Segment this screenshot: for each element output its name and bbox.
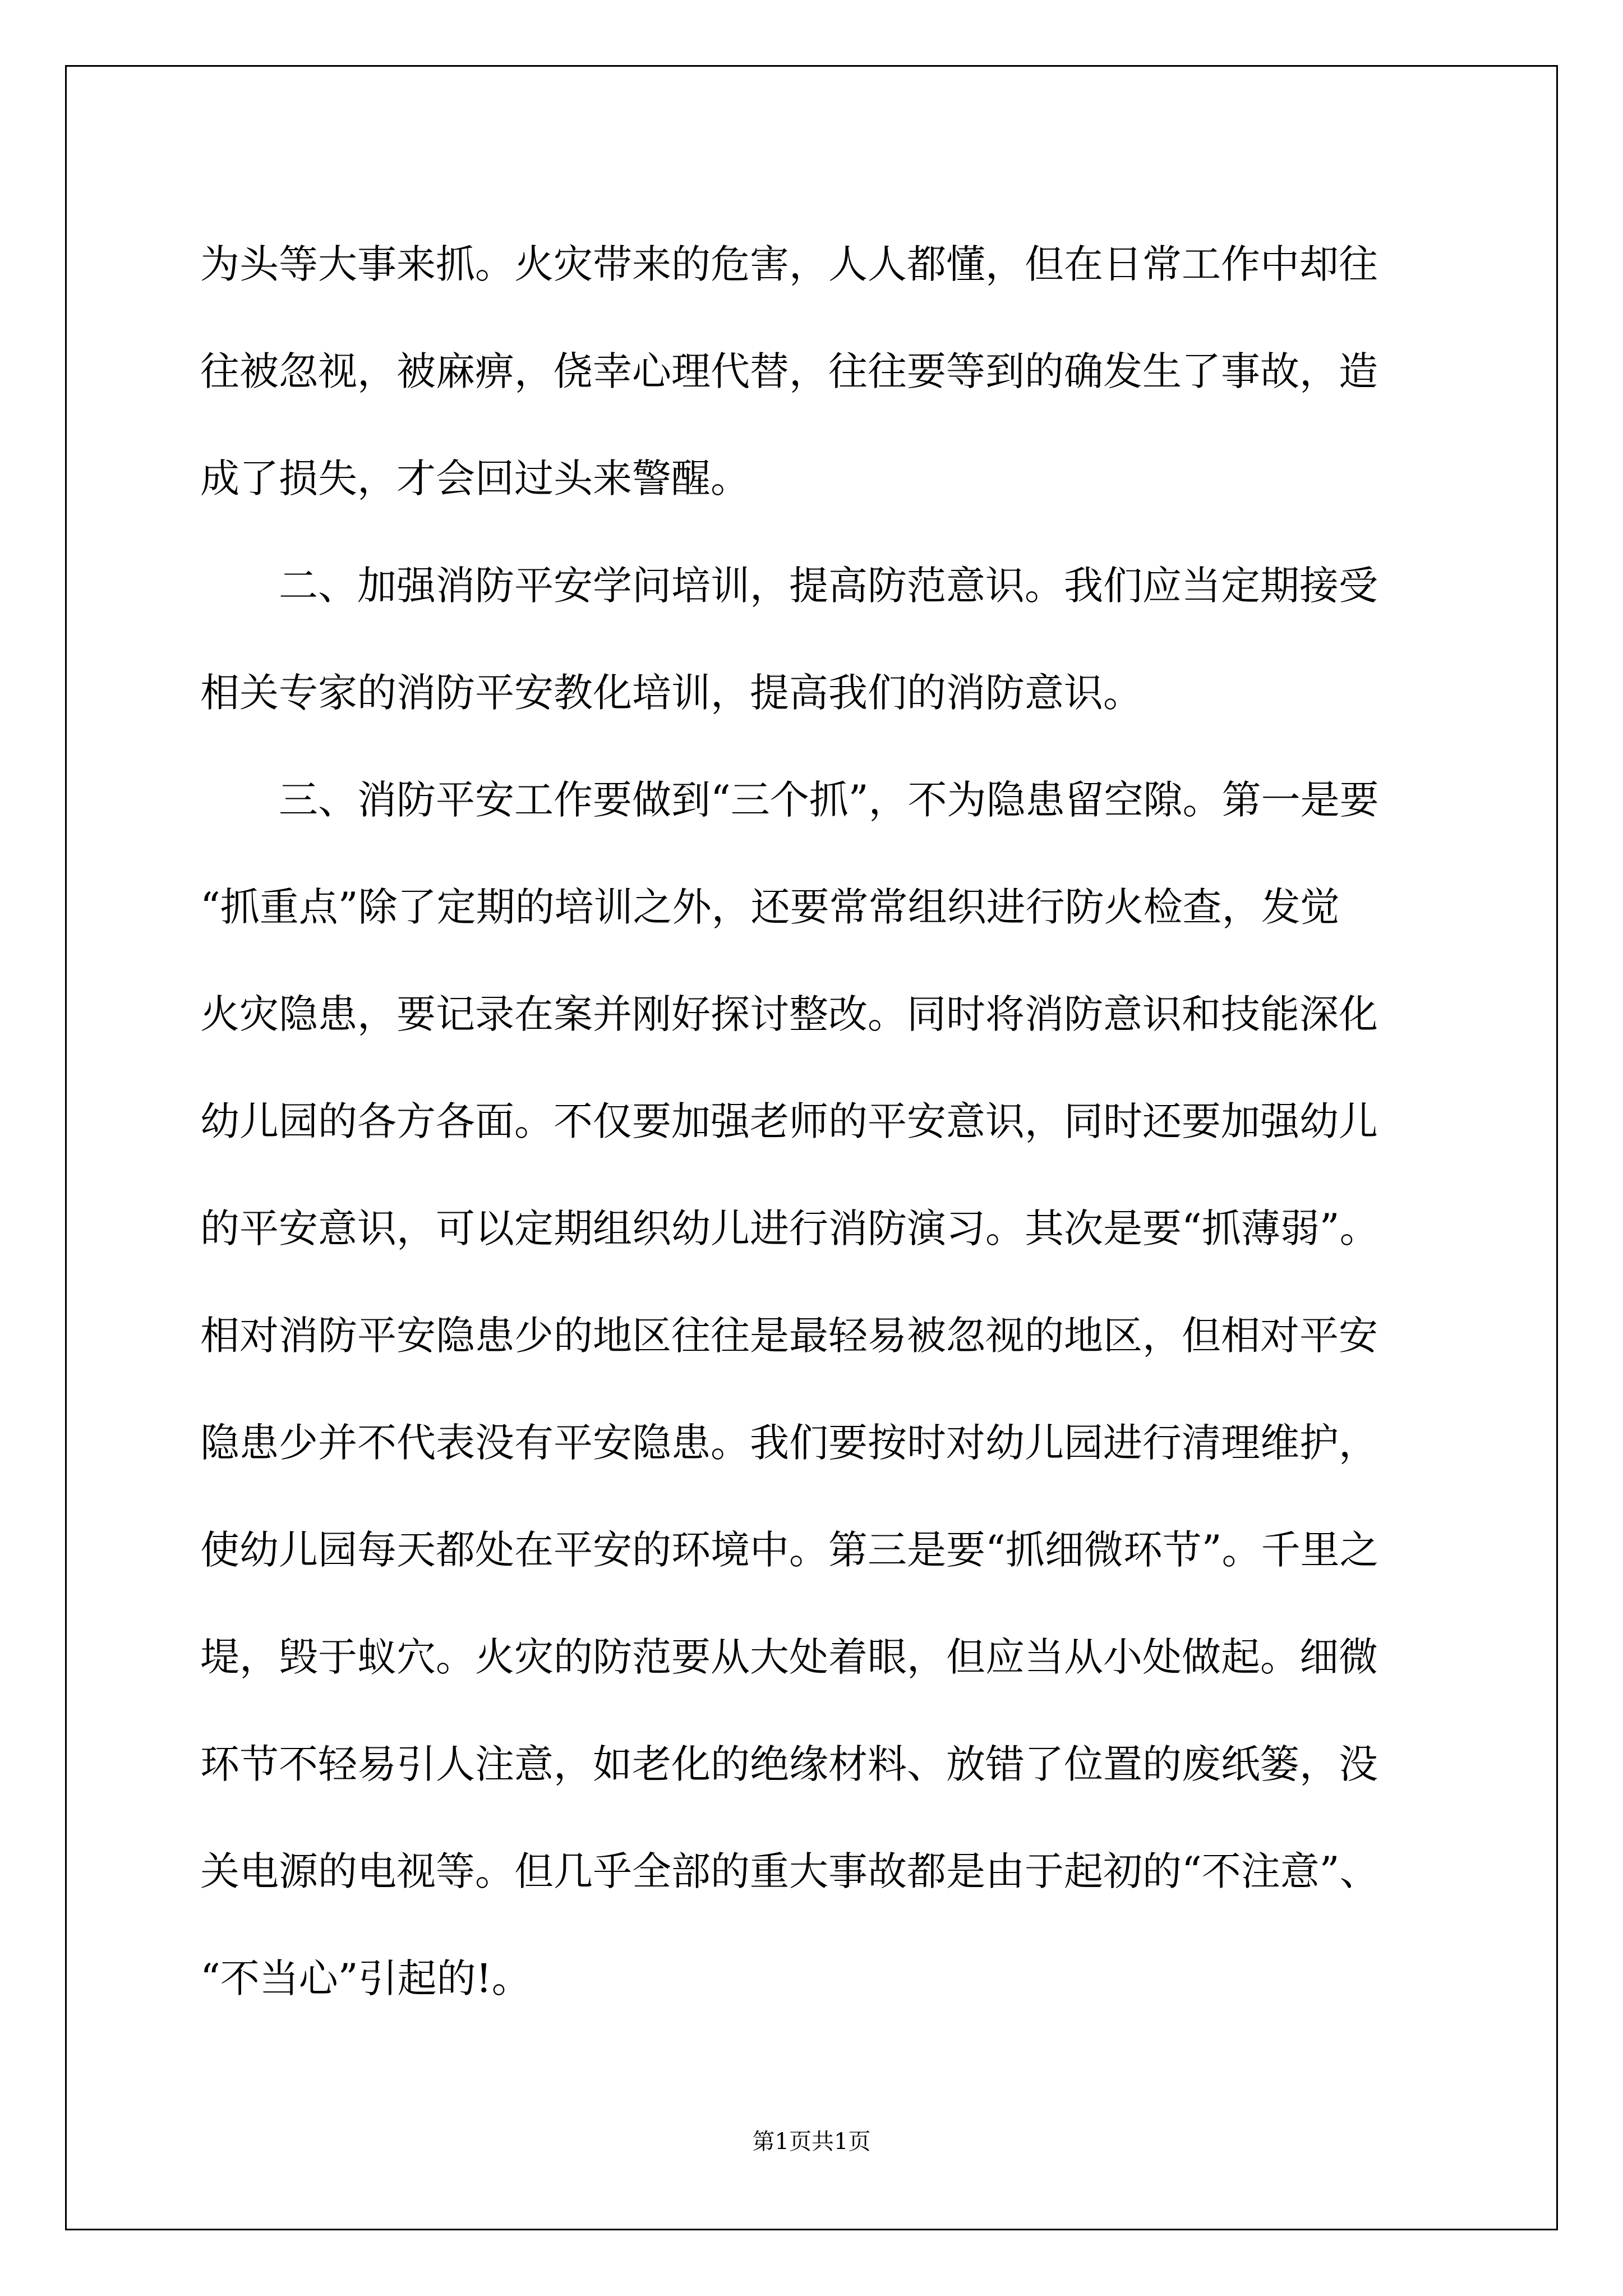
page-footer — [0, 2125, 1623, 2159]
text-line: 二、加强消防平安学问培训，提高防范意识。我们应当定期接受 — [200, 563, 1378, 609]
text-line: 往被忽视，被麻痹，侥幸心理代替，往往要等到的确发生了事故，造 — [200, 348, 1378, 394]
text-line: 关电源的电视等。但几乎全部的重大事故都是由于起初的“不注意”、 — [200, 1848, 1379, 1894]
text-line: “不当心”引起的!。 — [200, 1955, 531, 2001]
text-line: 隐患少并不代表没有平安隐患。我们要按时对幼儿园进行清理维护， — [200, 1420, 1378, 1466]
text-line: “抓重点”除了定期的培训之外，还要常常组织进行防火检查，发觉 — [200, 884, 1340, 930]
text-line: 堤，毁于蚁穴。火灾的防范要从大处着眼，但应当从小处做起。细微 — [200, 1634, 1378, 1680]
text-line: 幼儿园的各方各面。不仅要加强老师的平安意识，同时还要加强幼儿 — [200, 1098, 1378, 1144]
text-line: 相对消防平安隐患少的地区往往是最轻易被忽视的地区，但相对平安 — [200, 1313, 1378, 1359]
text-line: 三、消防平安工作要做到“三个抓”，不为隐患留空隙。第一是要 — [200, 777, 1379, 823]
text-line: 为头等大事来抓。火灾带来的危害，人人都懂，但在日常工作中却往 — [200, 241, 1378, 287]
page-total: 共1页 — [811, 2129, 871, 2155]
body-text — [200, 211, 1428, 2032]
text-line: 火灾隐患，要记录在案并刚好探讨整改。同时将消防意识和技能深化 — [200, 991, 1378, 1037]
page-number: 第1页 — [752, 2129, 811, 2155]
text-line: 环节不轻易引人注意，如老化的绝缘材料、放错了位置的废纸篓，没 — [200, 1741, 1378, 1787]
text-line: 的平安意识，可以定期组织幼儿进行消防演习。其次是要“抓薄弱”。 — [200, 1205, 1379, 1251]
text-line: 使幼儿园每天都处在平安的环境中。第三是要“抓细微环节”。千里之 — [200, 1527, 1379, 1573]
text-line: 相关专家的消防平安教化培训，提高我们的消防意识。 — [200, 670, 1142, 716]
text-line: 成了损失，才会回过头来警醒。 — [200, 455, 750, 501]
